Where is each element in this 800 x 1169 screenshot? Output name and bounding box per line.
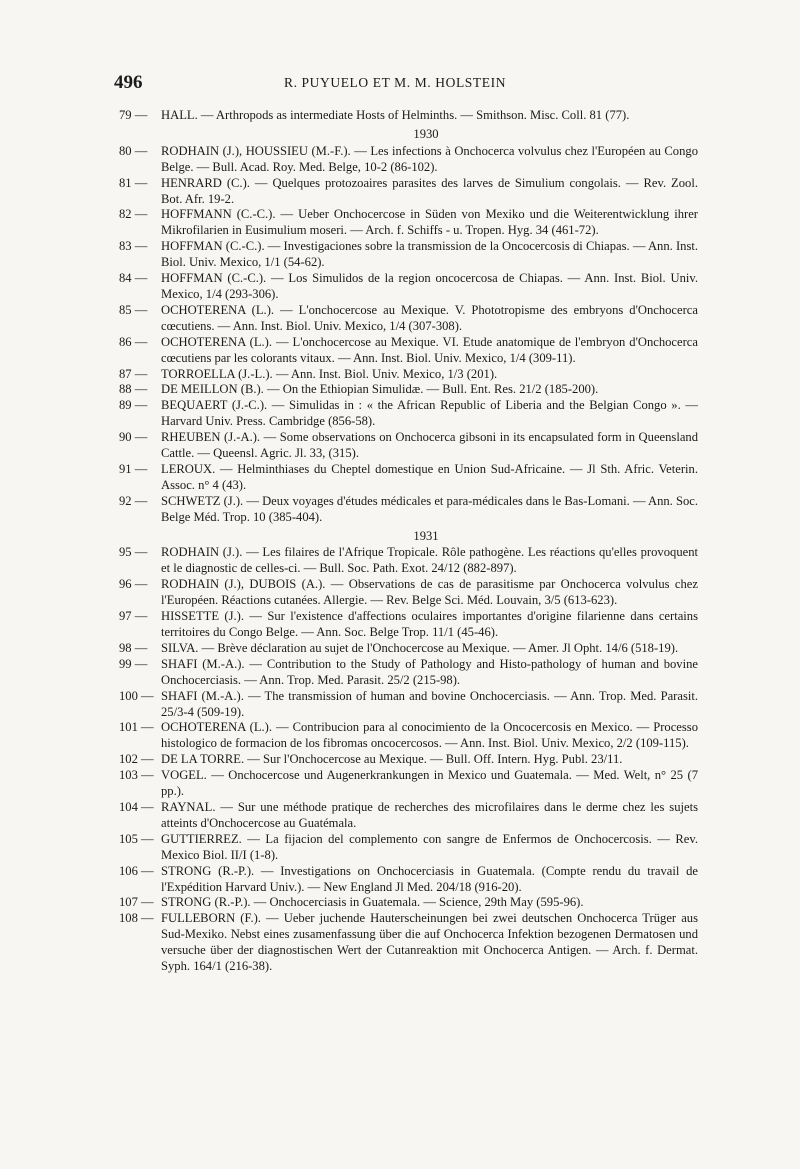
reference-text: LEROUX. — Helminthiases du Cheptel domestique en Union Sud-Africaine. — Jl Sth. Afric. Veterin. Assoc. n° 4 (43). — [161, 461, 698, 492]
page-header — [114, 72, 714, 94]
reference-text: OCHOTERENA (L.). — L'onchocercose au Mexique. V. Phototropisme des embryons d'Onchocerca cœcutiens. — Ann. Inst. Biol. Univ. Mexico, 1/4 (307-308). — [161, 302, 698, 333]
reference-entry — [114, 144, 698, 176]
reference-number: 102 — — [119, 752, 154, 767]
reference-number: 92 — — [119, 493, 148, 508]
reference-text: SCHWETZ (J.). — Deux voyages d'études médicales et para-médicales dans le Bas-Lomani. — Ann. Soc. Belge Méd. Trop. 10 (385-404). — [161, 493, 699, 524]
reference-text: TORROELLA (J.-L.). — Ann. Inst. Biol. Univ. Mexico, 1/3 (201). — [161, 366, 498, 381]
reference-number: 95 — — [119, 545, 148, 560]
reference-text: RODHAIN (J.), DUBOIS (A.). — Observations de cas de parasitisme par Onchocerca volvulus chez l'Européen. Réactions cutanées. Allergie. — Rev. Belge Sci. Méd. Louvain, 3/5 (613-623). — [161, 577, 698, 608]
reference-number: 91 — — [119, 461, 148, 476]
reference-text: SHAFI (M.-A.). — The transmission of human and bovine Onchocerciasis. — Ann. Trop. Med. Parasit. 25/3-4 (509-19). — [161, 688, 698, 719]
year-heading: 1930 — [413, 126, 439, 141]
reference-entry — [114, 768, 698, 800]
reference-entry — [114, 577, 698, 609]
reference-number: 82 — — [119, 207, 148, 222]
reference-entry — [114, 832, 698, 864]
reference-entry — [114, 207, 698, 239]
reference-entry — [114, 271, 698, 303]
reference-number: 100 — — [119, 688, 154, 703]
reference-text: DE MEILLON (B.). — On the Ethiopian Simulidæ. — Bull. Ent. Res. 21/2 (185-200). — [161, 382, 599, 397]
reference-text: HOFFMANN (C.-C.). — Ueber Onchocercose in Süden von Mexiko und die Weiterentwicklung ihrer Mikrofilarien in Eusimulium moseri. — Arch. f. Schiffs - u. Tropen. Hyg. 34 (461-72). — [161, 207, 698, 238]
reference-entry — [114, 303, 698, 335]
reference-text: HOFFMAN (C.-C.). — Investigaciones sobre la transmission de la Oncocercosis di Chiapas. — Ann. Inst. Biol. Univ. Mexico, 1/1 (54-62). — [161, 239, 698, 270]
reference-text: OCHOTERENA (L.). — L'onchocercose au Mexique. VI. Etude anatomique de l'embryon d'Onchocerca cœcutiens par les colorants vitaux. — Ann. Inst. Biol. Univ. Mexico, 1/4 (309-11). — [161, 334, 698, 365]
reference-number: 106 — — [119, 863, 154, 878]
reference-entry — [114, 398, 698, 430]
reference-text: GUTTIERREZ. — La fijacion del complemento con sangre de Enfermos de Onchocercosis. — Rev. Mexico Biol. II/I (1-8). — [161, 831, 698, 862]
reference-number: 79 — — [119, 108, 148, 122]
reference-number: 105 — — [119, 831, 154, 846]
reference-entry — [114, 657, 698, 689]
reference-text: OCHOTERENA (L.). — Contribucion para al conocimiento de la Oncocercosis en Mexico. — Processo histologico de formacion de los fibromas oncocercosos. — Ann. Inst. Biol. Univ. Mexico, 2/2 (109-115). — [161, 720, 698, 751]
reference-entry — [114, 545, 698, 577]
reference-list — [114, 108, 698, 975]
reference-entry — [114, 239, 698, 271]
reference-text: RHEUBEN (J.-A.). — Some observations on Onchocerca gibsoni in its encapsulated form in Queensland Cattle. — Queensl. Agric. Jl. 33, (315). — [161, 430, 698, 461]
reference-number: 101 — — [119, 720, 154, 735]
reference-text: STRONG (R.-P.). — Onchocerciasis in Guatemala. — Science, 29th May (595-96). — [161, 895, 584, 910]
reference-entry — [114, 641, 698, 657]
reference-text: SILVA. — Brève déclaration au sujet de l'Onchocercose au Mexique. — Amer. Jl Opht. 14/6 (518-19). — [161, 640, 679, 655]
reference-entry — [114, 720, 698, 752]
reference-entry — [114, 367, 698, 383]
reference-number: 83 — — [119, 239, 148, 254]
page-number: 496 — [114, 72, 143, 93]
reference-entry — [114, 800, 698, 832]
reference-number: 81 — — [119, 175, 148, 190]
reference-text: HENRARD (C.). — Quelques protozoaires parasites des larves de Simulium congolais. — Rev. Zool. Bot. Afr. 19-2. — [161, 175, 698, 206]
reference-text: BEQUAERT (J.-C.). — Simulidas in : « the African Republic of Liberia and the Belgian Congo ». — Harvard Univ. Press. Cambridge (856-58). — [161, 398, 698, 429]
reference-text: RODHAIN (J.), HOUSSIEU (M.-F.). — Les infections à Onchocerca volvulus chez l'Européen au Congo Belge. — Bull. Acad. Roy. Med. Belge, 10-2 (86-102). — [161, 143, 698, 174]
reference-number: 86 — — [119, 334, 148, 349]
reference-number: 80 — — [119, 143, 148, 158]
reference-text: HALL. — Arthropods as intermediate Hosts of Helminths. — Smithson. Misc. Coll. 81 (77). — [161, 108, 630, 122]
reference-entry — [114, 752, 698, 768]
reference-entry — [114, 864, 698, 896]
reference-text: FULLEBORN (F.). — Ueber juchende Hauterscheinungen bei zwei deutschen Onchocerca Trüger aus Sud-Mexiko. Nebst eines zusamenfassung über die auf Onchocerca Infektion bezogenen Dermatosen und versuche über der diagnostischen Wert der Cutanreaktion mit Onchocerca Antigen. — Arch. f. Dermat. Syph. 164/1 (216-38). — [161, 911, 698, 974]
reference-text: RAYNAL. — Sur une méthode pratique de recherches des microfilaires dans le derme chez les sujets atteints d'Onchocercose au Guatémala. — [161, 799, 698, 830]
reference-number: 103 — — [119, 768, 154, 783]
reference-number: 97 — — [119, 609, 148, 624]
reference-number: 104 — — [119, 799, 154, 814]
reference-number: 88 — — [119, 382, 148, 397]
reference-number: 87 — — [119, 366, 148, 381]
year-heading: 1931 — [413, 528, 439, 543]
reference-text: RODHAIN (J.). — Les filaires de l'Afrique Tropicale. Rôle pathogène. Les réactions qu'elles provoquent et le diagnostic de celles-ci. — Bull. Soc. Path. Exot. 24/12 (882-897). — [161, 545, 698, 576]
reference-entry — [114, 494, 698, 526]
reference-entry — [114, 108, 698, 124]
reference-text: SHAFI (M.-A.). — Contribution to the Study of Pathology and Histo-pathology of human and bovine Onchocerciasis. — Ann. Trop. Med. Parasit. 25/2 (215-98). — [161, 656, 698, 687]
reference-text: HISSETTE (J.). — Sur l'existence d'affections oculaires importantes d'origine filarienne dans certains territoires du Congo Belge. — Ann. Soc. Belge Trop. 11/1 (45-46). — [161, 609, 698, 639]
reference-entry — [114, 609, 698, 641]
reference-number: 96 — — [119, 577, 148, 592]
reference-entry — [114, 176, 698, 208]
reference-entry — [114, 689, 698, 721]
reference-text: STRONG (R.-P.). — Investigations on Onchocerciasis in Guatemala. (Compte rendu du travail de l'Expédition Harvard Univ.). — New England Jl Med. 204/18 (916-20). — [161, 863, 698, 894]
reference-entry — [114, 462, 698, 494]
reference-number: 108 — — [119, 911, 154, 926]
running-head: R. PUYUELO ET M. M. HOLSTEIN — [284, 75, 507, 90]
reference-entry — [114, 895, 698, 911]
reference-entry — [114, 911, 698, 975]
reference-number: 99 — — [119, 656, 148, 671]
reference-number: 84 — — [119, 271, 148, 286]
reference-text: DE LA TORRE. — Sur l'Onchocercose au Mexique. — Bull. Off. Intern. Hyg. Publ. 23/11. — [161, 752, 623, 767]
reference-entry — [114, 335, 698, 367]
reference-number: 107 — — [119, 895, 154, 910]
reference-number: 89 — — [119, 398, 148, 413]
reference-number: 98 — — [119, 640, 148, 655]
reference-entry — [114, 382, 698, 398]
reference-text: HOFFMAN (C.-C.). — Los Simulidos de la region oncocercosa de Chiapas. — Ann. Inst. Biol. Univ. Mexico, 1/4 (293-306). — [161, 271, 698, 301]
reference-entry — [114, 430, 698, 462]
reference-text: VOGEL. — Onchocercose und Augenerkrankungen in Mexico und Guatemala. — Med. Welt, n° 25 (7 pp.). — [161, 768, 698, 799]
reference-number: 90 — — [119, 430, 148, 445]
reference-number: 85 — — [119, 302, 148, 317]
